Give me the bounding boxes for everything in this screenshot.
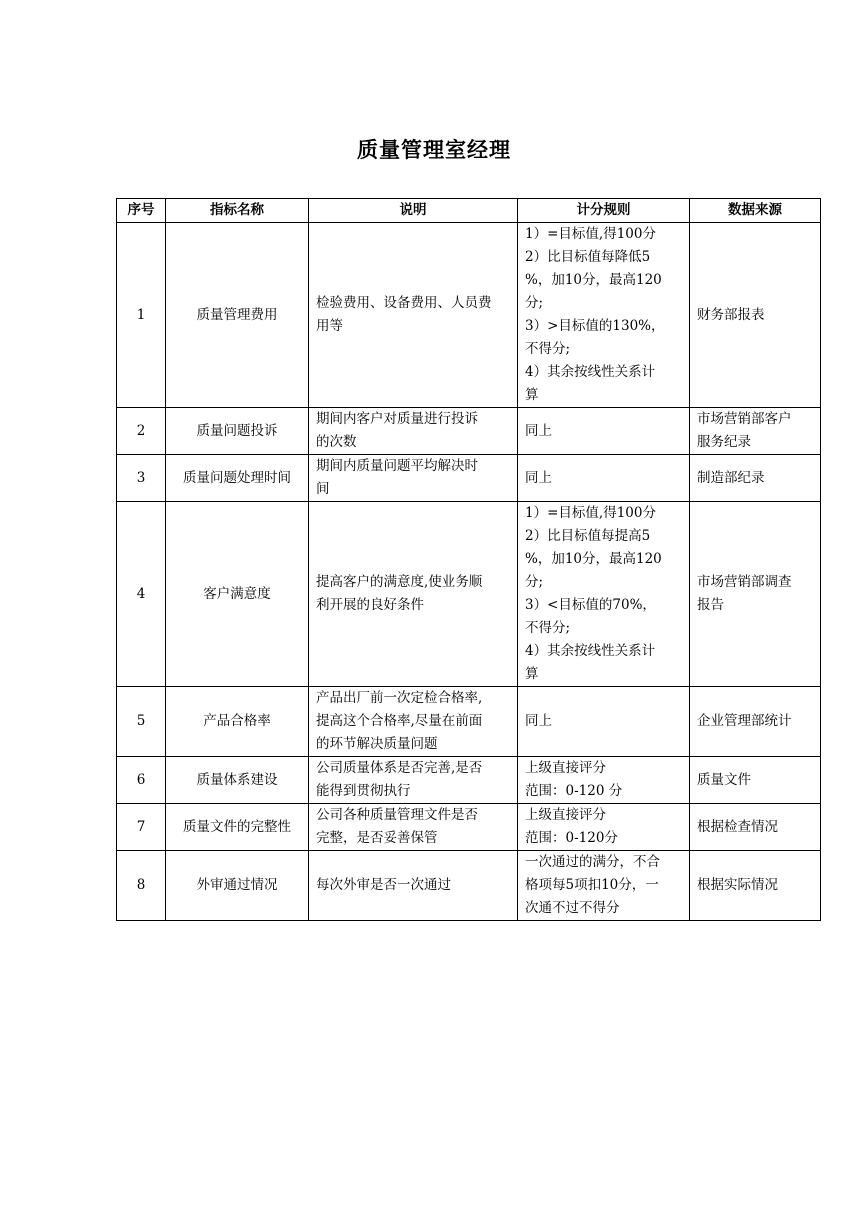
- rule-line: 4）其余按线性关系计: [525, 643, 656, 659]
- rule-line: 上级直接评分: [525, 760, 606, 776]
- indicator-name: 质量体系建设: [166, 757, 309, 804]
- source-line: 服务纪录: [697, 434, 751, 450]
- rule-line: 1）=目标值,得100分: [525, 226, 656, 242]
- table-row: [117, 757, 821, 804]
- row-number: 2: [117, 408, 166, 455]
- source-line: 企业管理部统计: [697, 713, 792, 729]
- rule-line: 同上: [525, 469, 552, 486]
- row-number: 7: [117, 804, 166, 851]
- rule-line: 算: [525, 387, 539, 403]
- header-no: 序号: [117, 199, 166, 223]
- description-line: 的次数: [316, 434, 357, 450]
- description-line: 完整，是否妥善保管: [316, 830, 438, 846]
- data-source: [690, 223, 821, 408]
- indicator-description: [309, 223, 518, 408]
- table-row: [117, 223, 821, 408]
- source-line: 市场营销部调查: [697, 574, 792, 590]
- header-name: 指标名称: [166, 199, 309, 223]
- indicator-description: [309, 455, 518, 502]
- description-line: 期间内质量问题平均解决时: [316, 458, 478, 474]
- rule-line: 不得分;: [525, 341, 571, 357]
- description-line: 提高客户的满意度,使业务顺: [316, 574, 483, 590]
- description-line: 的环节解决质量问题: [316, 736, 438, 752]
- source-line: 报告: [697, 597, 724, 613]
- rule-line: 格项每5项扣10分，一: [525, 877, 659, 893]
- table-body: [117, 223, 821, 921]
- rule-line: 次通不过不得分: [525, 900, 620, 916]
- indicator-description: [309, 757, 518, 804]
- data-source: [690, 502, 821, 687]
- data-source: [690, 757, 821, 804]
- data-source: [690, 851, 821, 921]
- indicator-description: [309, 502, 518, 687]
- scoring-rules: [518, 851, 690, 921]
- indicator-name: 产品合格率: [166, 687, 309, 757]
- rule-line: 分;: [525, 574, 544, 590]
- description-line: 间: [316, 481, 330, 497]
- row-number: 5: [117, 687, 166, 757]
- rule-line: 范围：0-120分: [525, 830, 618, 846]
- description-line: 期间内客户对质量进行投诉: [316, 411, 478, 427]
- rule-line: 分;: [525, 295, 544, 311]
- indicator-name: 外审通过情况: [166, 851, 309, 921]
- description-line: 能得到贯彻执行: [316, 783, 411, 799]
- table-row: [117, 804, 821, 851]
- description-line: 公司各种质量管理文件是否: [316, 807, 478, 823]
- data-source: [690, 687, 821, 757]
- rule-line: 3）>目标值的130%，: [525, 318, 665, 334]
- rule-line: 2）比目标值每提高5: [525, 528, 651, 544]
- indicator-description: [309, 804, 518, 851]
- table-header-row: [117, 199, 821, 223]
- header-rules: 计分规则: [518, 199, 690, 223]
- row-number: 4: [117, 502, 166, 687]
- row-number: 8: [117, 851, 166, 921]
- table-row: [117, 408, 821, 455]
- rule-line: 算: [525, 666, 539, 682]
- source-line: 根据检查情况: [697, 818, 778, 835]
- header-source: 数据来源: [690, 199, 821, 223]
- description-line: 利开展的良好条件: [316, 597, 424, 613]
- rule-line: 范围：0-120 分: [525, 783, 623, 799]
- scoring-rules: [518, 408, 690, 455]
- description-line: 每次外审是否一次通过: [316, 877, 451, 893]
- description-line: 公司质量体系是否完善,是否: [316, 760, 483, 776]
- source-line: 财务部报表: [697, 306, 765, 323]
- source-line: 根据实际情况: [697, 877, 778, 893]
- description-line: 产品出厂前一次定检合格率,: [316, 690, 483, 706]
- indicator-name: 质量问题投诉: [166, 408, 309, 455]
- header-desc: 说明: [309, 199, 518, 223]
- source-line: 市场营销部客户: [697, 411, 792, 427]
- kpi-table: [116, 198, 821, 921]
- rule-line: %，加10分，最高120: [525, 272, 662, 288]
- scoring-rules: [518, 757, 690, 804]
- rule-line: 同上: [525, 422, 552, 439]
- rule-line: 不得分;: [525, 620, 571, 636]
- rule-line: 同上: [525, 713, 552, 729]
- data-source: [690, 804, 821, 851]
- rule-line: 一次通过的满分，不合: [525, 854, 660, 870]
- indicator-description: [309, 851, 518, 921]
- rule-line: 1）=目标值,得100分: [525, 505, 656, 521]
- source-line: 制造部纪录: [697, 469, 765, 486]
- description-line: 用等: [316, 318, 343, 334]
- description-line: 提高这个合格率,尽量在前面: [316, 713, 483, 729]
- source-line: 质量文件: [697, 771, 751, 788]
- indicator-name: 质量文件的完整性: [166, 804, 309, 851]
- indicator-description: [309, 408, 518, 455]
- indicator-description: [309, 687, 518, 757]
- indicator-name: 质量问题处理时间: [166, 455, 309, 502]
- scoring-rules: [518, 804, 690, 851]
- rule-line: 上级直接评分: [525, 807, 606, 823]
- table-row: [117, 687, 821, 757]
- page-title: 质量管理室经理: [357, 138, 511, 162]
- table-row: [117, 502, 821, 687]
- row-number: 3: [117, 455, 166, 502]
- scoring-rules: [518, 502, 690, 687]
- scoring-rules: [518, 455, 690, 502]
- scoring-rules: [518, 223, 690, 408]
- rule-line: 2）比目标值每降低5: [525, 249, 651, 265]
- rule-line: 4）其余按线性关系计: [525, 364, 656, 380]
- data-source: [690, 455, 821, 502]
- row-number: 1: [117, 223, 166, 408]
- data-source: [690, 408, 821, 455]
- table-row: [117, 851, 821, 921]
- rule-line: 3）<目标值的70%，: [525, 597, 656, 613]
- indicator-name: 客户满意度: [166, 502, 309, 687]
- indicator-name: 质量管理费用: [166, 223, 309, 408]
- table-row: [117, 455, 821, 502]
- rule-line: %，加10分，最高120: [525, 551, 662, 567]
- description-line: 检验费用、设备费用、人员费: [316, 295, 492, 311]
- row-number: 6: [117, 757, 166, 804]
- scoring-rules: [518, 687, 690, 757]
